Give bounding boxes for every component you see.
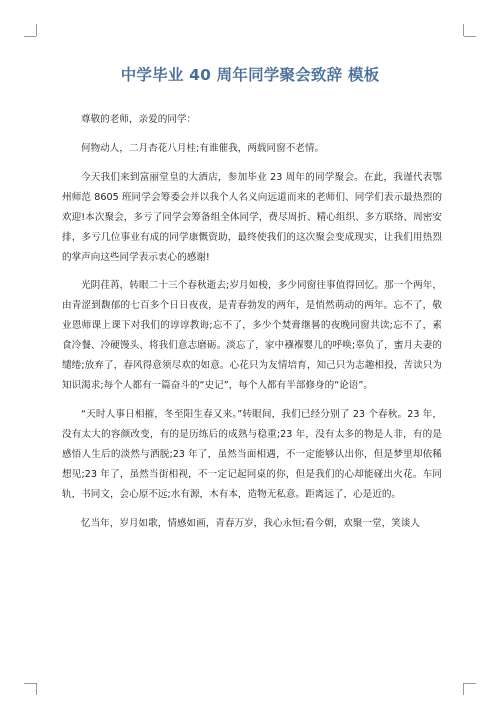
crop-mark-top-left-h: [24, 36, 36, 37]
crop-mark-bottom-left-v: [36, 683, 37, 695]
body-paragraph: 何物动人，二月杏花八月桂;有谁催我，两载同窗不老情。: [81, 142, 325, 154]
crop-mark-top-right-h: [464, 36, 476, 37]
document-title: 中学毕业 40 周年同学聚会致辞 模板: [120, 66, 380, 84]
document-body: [62, 110, 442, 543]
body-paragraph: 光阴荏苒，转眼二十三个春秋逝去;岁月如梭，多少同窗往事值得回忆。那一个两年，由青涩到馥郁的七百多个日日夜夜，是青春勃发的两年，是悄然萌动的两年。忘不了，敬业恩师课上课下对我们的谆谆教诲;忘不了，多少个焚膏继晷的夜晚同窗共读;忘不了，素食冷餐、冷硬馒头、将我们意志磨砺。淡忘了，家中襁褓婴儿的呼唤;辜负了，蜜月夫妻的缱绻;放弃了，春风得意须尽欢的如意。心花只为友情培育，知己只为志趣相投，苦读只为知识渴求;每个人都有一篇奋斗的“史记”，每个人都有半部修身的“论语”。: [62, 280, 442, 392]
crop-mark-bottom-left-h: [24, 683, 36, 684]
crop-mark-top-left-v: [36, 24, 37, 36]
body-paragraph: “天时人事日相摧，冬至阳生春又来。”转眼间，我们已经分别了 23 个春秋。23 年，没有太大的容颜改变，有的是历练后的成熟与稳重;23 年，没有太多的物是人非，有的是感悟人生后的淡然与洒脱;23 年了，虽然当面相遇，不一定能够认出你，但是梦里却依稀想见;23 年了，虽然当街相视，不一定记起同桌的你，但是我们的心却能碰出火花。车同轨，书同文，会心原不远;水有源，木有本，造物无私意。距离远了，心是近的。: [62, 409, 442, 501]
crop-mark-bottom-right-h: [464, 683, 476, 684]
body-paragraph: 忆当年，岁月如歌，情感如画，青春万岁，我心永恒;看今朝，欢聚一堂，笑谈人: [81, 517, 421, 529]
body-paragraph: 今天我们来到富丽堂皇的大酒店，参加毕业 23 周年的同学聚会。在此，我谨代表鄂州师范 8605 班同学会筹委会并以我个人名义向远道而来的老师们、同学们表示最热烈的欢迎!本次聚会，多亏了同学会筹备组全体同学，费尽周折、精心组织、多方联络、周密安排，多亏几位事业有成的同学康慨资助，最终使我们的这次聚会变成现实，让我们用热烈的掌声向这些同学表示衷心的感谢!: [62, 171, 442, 263]
greeting-paragraph: 尊敬的老师，亲爱的同学：: [81, 114, 197, 125]
crop-mark-bottom-right-v: [463, 683, 464, 695]
crop-mark-top-right-v: [463, 24, 464, 36]
